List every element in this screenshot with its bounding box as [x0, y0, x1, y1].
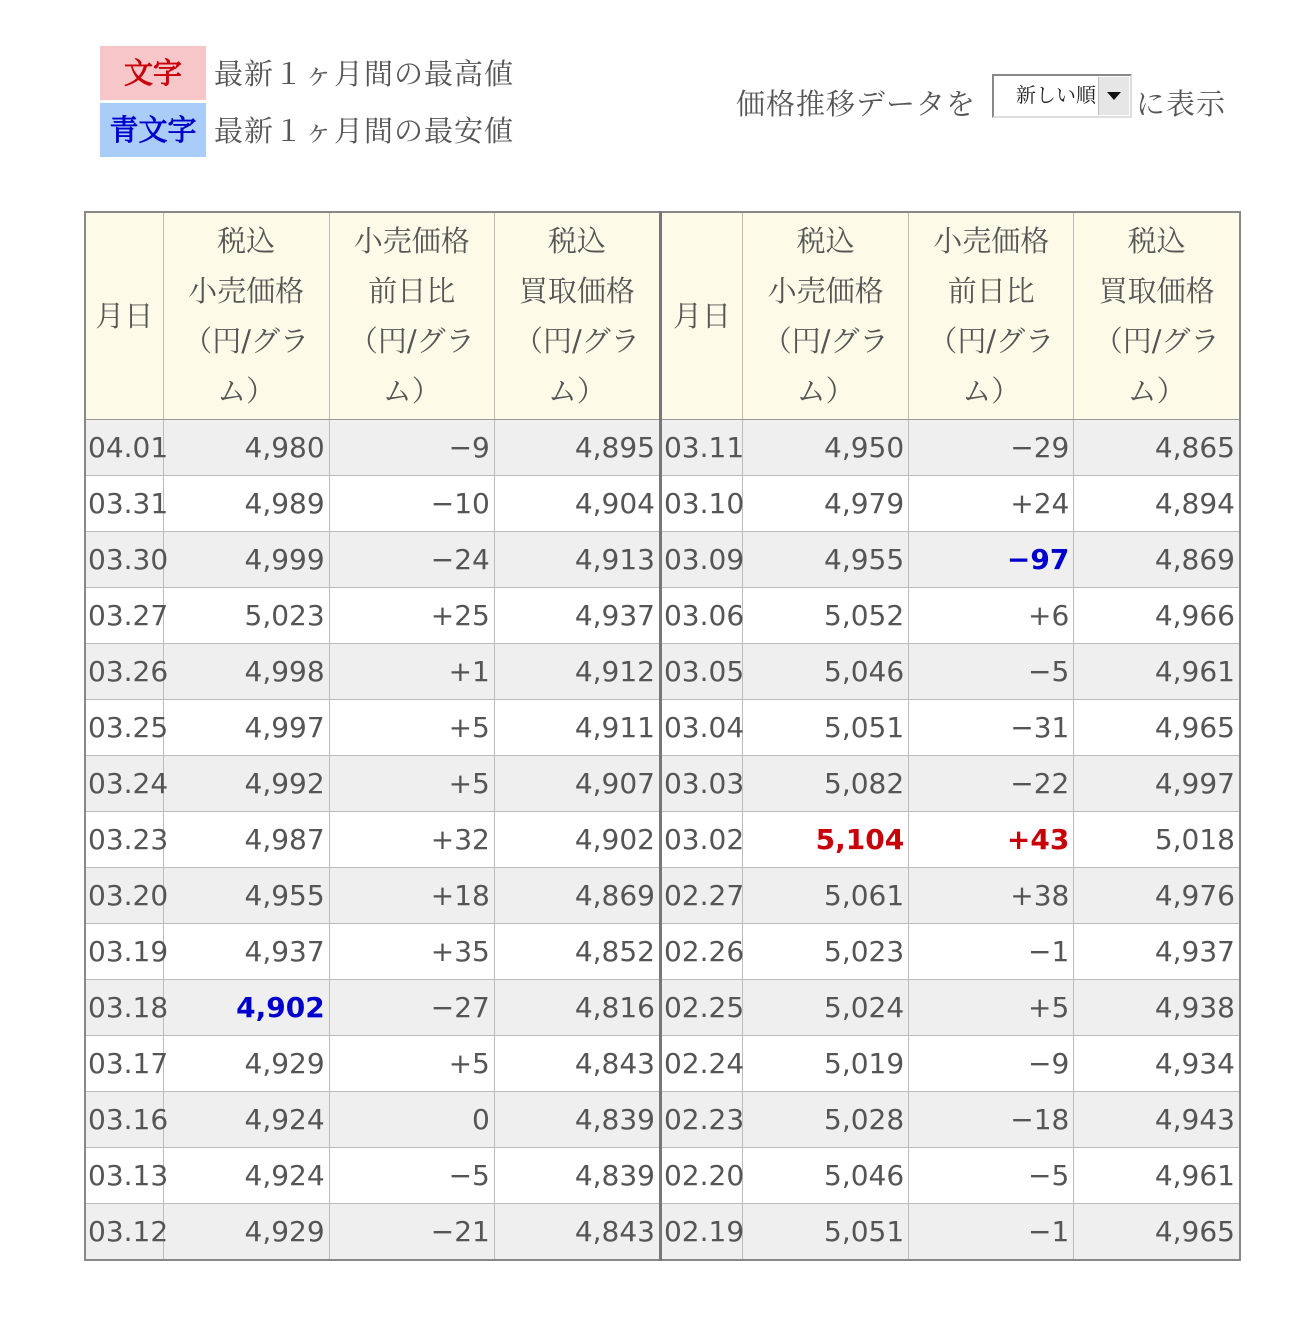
cell-buy: 4,961: [1074, 644, 1240, 700]
cell-change: +32: [329, 812, 494, 868]
cell-date: 03.06: [660, 588, 742, 644]
cell-retail: 4,955: [163, 868, 329, 924]
cell-date: 03.04: [660, 700, 742, 756]
cell-date: 03.26: [85, 644, 163, 700]
legend-high-text: 最新１ヶ月間の最高値: [214, 57, 515, 91]
legend-high-swatch: 文字: [100, 46, 206, 100]
cell-buy: 4,839: [494, 1148, 660, 1204]
cell-retail: 5,028: [743, 1092, 909, 1148]
cell-retail: 5,104: [743, 812, 909, 868]
table-row: [85, 588, 1240, 644]
cell-change: −18: [909, 1092, 1074, 1148]
cell-retail: 4,955: [743, 532, 909, 588]
order-selector: [736, 72, 1226, 132]
cell-date: 03.27: [85, 588, 163, 644]
cell-retail: 4,999: [163, 532, 329, 588]
cell-change: +35: [329, 924, 494, 980]
cell-buy: 4,943: [1074, 1092, 1240, 1148]
cell-retail: 4,979: [743, 476, 909, 532]
cell-date: 03.23: [85, 812, 163, 868]
table-row: [85, 1204, 1240, 1261]
cell-buy: 4,904: [494, 476, 660, 532]
cell-buy: 4,894: [1074, 476, 1240, 532]
table-row: [85, 532, 1240, 588]
cell-change: −1: [909, 924, 1074, 980]
cell-retail: 4,997: [163, 700, 329, 756]
header-buy: 税込 買取価格 （円/グラ ム）: [1074, 212, 1240, 420]
cell-change: +25: [329, 588, 494, 644]
cell-change: +5: [329, 756, 494, 812]
cell-retail: 4,929: [163, 1036, 329, 1092]
cell-buy: 5,018: [1074, 812, 1240, 868]
cell-date: 03.09: [660, 532, 742, 588]
cell-change: +5: [329, 700, 494, 756]
cell-buy: 4,934: [1074, 1036, 1240, 1092]
cell-buy: 4,937: [494, 588, 660, 644]
chevron-down-icon: [1107, 92, 1121, 100]
cell-date: 03.12: [85, 1204, 163, 1261]
cell-change: 0: [329, 1092, 494, 1148]
cell-buy: 4,938: [1074, 980, 1240, 1036]
cell-date: 03.10: [660, 476, 742, 532]
cell-change: +38: [909, 868, 1074, 924]
cell-change: −21: [329, 1204, 494, 1261]
cell-buy: 4,937: [1074, 924, 1240, 980]
cell-change: −29: [909, 420, 1074, 476]
cell-retail: 4,980: [163, 420, 329, 476]
cell-date: 03.18: [85, 980, 163, 1036]
cell-retail: 4,902: [163, 980, 329, 1036]
header-change: 小売価格 前日比 （円/グラ ム）: [909, 212, 1074, 420]
cell-retail: 5,082: [743, 756, 909, 812]
cell-date: 03.24: [85, 756, 163, 812]
table-row: [85, 812, 1240, 868]
cell-change: −9: [909, 1036, 1074, 1092]
cell-change: +18: [329, 868, 494, 924]
cell-buy: 4,869: [494, 868, 660, 924]
cell-retail: 5,046: [743, 1148, 909, 1204]
cell-buy: 4,976: [1074, 868, 1240, 924]
cell-date: 02.23: [660, 1092, 742, 1148]
header-buy: 税込 買取価格 （円/グラ ム）: [494, 212, 660, 420]
cell-retail: 5,023: [163, 588, 329, 644]
cell-change: −5: [909, 1148, 1074, 1204]
header-date: 月日: [85, 212, 163, 420]
cell-buy: 4,852: [494, 924, 660, 980]
cell-change: −1: [909, 1204, 1074, 1261]
cell-change: −10: [329, 476, 494, 532]
cell-buy: 4,865: [1074, 420, 1240, 476]
cell-date: 03.11: [660, 420, 742, 476]
cell-retail: 4,987: [163, 812, 329, 868]
table-row: [85, 700, 1240, 756]
cell-date: 02.27: [660, 868, 742, 924]
cell-retail: 5,061: [743, 868, 909, 924]
legend-high: [100, 44, 514, 101]
cell-date: 02.26: [660, 924, 742, 980]
cell-date: 03.20: [85, 868, 163, 924]
table-row: [85, 476, 1240, 532]
cell-change: −31: [909, 700, 1074, 756]
table-row: [85, 1092, 1240, 1148]
header-change: 小売価格 前日比 （円/グラ ム）: [329, 212, 494, 420]
cell-buy: 4,997: [1074, 756, 1240, 812]
cell-retail: 4,998: [163, 644, 329, 700]
header-retail: 税込 小売価格 （円/グラ ム）: [163, 212, 329, 420]
cell-change: −22: [909, 756, 1074, 812]
cell-change: −5: [329, 1148, 494, 1204]
table-header-row: [85, 212, 1240, 420]
header-retail: 税込 小売価格 （円/グラ ム）: [743, 212, 909, 420]
table-row: [85, 868, 1240, 924]
cell-date: 02.25: [660, 980, 742, 1036]
cell-retail: 4,937: [163, 924, 329, 980]
header-date: 月日: [660, 212, 742, 420]
cell-buy: 4,907: [494, 756, 660, 812]
order-label: 価格推移データを: [736, 86, 977, 121]
table-row: [85, 924, 1240, 980]
cell-retail: 5,023: [743, 924, 909, 980]
cell-buy: 4,965: [1074, 700, 1240, 756]
table-row: [85, 756, 1240, 812]
cell-buy: 4,965: [1074, 1204, 1240, 1261]
cell-buy: 4,895: [494, 420, 660, 476]
legend-low: [100, 101, 514, 158]
cell-change: −97: [909, 532, 1074, 588]
price-history-table: [84, 211, 1241, 1261]
cell-change: +6: [909, 588, 1074, 644]
table-row: [85, 1148, 1240, 1204]
order-select-value: 新しい順: [1016, 83, 1097, 107]
cell-date: 03.05: [660, 644, 742, 700]
cell-retail: 5,046: [743, 644, 909, 700]
cell-date: 03.03: [660, 756, 742, 812]
cell-change: +43: [909, 812, 1074, 868]
cell-date: 03.30: [85, 532, 163, 588]
cell-buy: 4,912: [494, 644, 660, 700]
cell-change: +24: [909, 476, 1074, 532]
table-row: [85, 980, 1240, 1036]
cell-buy: 4,816: [494, 980, 660, 1036]
cell-change: −27: [329, 980, 494, 1036]
cell-retail: 5,024: [743, 980, 909, 1036]
cell-date: 03.16: [85, 1092, 163, 1148]
table-row: [85, 644, 1240, 700]
cell-buy: 4,966: [1074, 588, 1240, 644]
cell-retail: 4,950: [743, 420, 909, 476]
cell-buy: 4,911: [494, 700, 660, 756]
table-body: [85, 420, 1240, 1261]
cell-retail: 4,924: [163, 1148, 329, 1204]
legend-low-text: 最新１ヶ月間の最安値: [214, 114, 515, 148]
cell-buy: 4,843: [494, 1204, 660, 1261]
legend-low-swatch: 青文字: [100, 103, 206, 157]
cell-retail: 4,929: [163, 1204, 329, 1261]
cell-date: 02.24: [660, 1036, 742, 1092]
cell-buy: 4,839: [494, 1092, 660, 1148]
cell-date: 03.13: [85, 1148, 163, 1204]
cell-change: +5: [329, 1036, 494, 1092]
cell-retail: 5,051: [743, 1204, 909, 1261]
order-suffix: に表示: [1136, 86, 1227, 121]
cell-retail: 5,051: [743, 700, 909, 756]
cell-date: 03.19: [85, 924, 163, 980]
cell-change: −5: [909, 644, 1074, 700]
cell-buy: 4,961: [1074, 1148, 1240, 1204]
cell-buy: 4,902: [494, 812, 660, 868]
cell-date: 02.20: [660, 1148, 742, 1204]
cell-buy: 4,843: [494, 1036, 660, 1092]
order-select[interactable]: [992, 74, 1132, 118]
cell-date: 04.01: [85, 420, 163, 476]
table-row: [85, 1036, 1240, 1092]
cell-date: 02.19: [660, 1204, 742, 1261]
cell-date: 03.25: [85, 700, 163, 756]
cell-date: 03.31: [85, 476, 163, 532]
table-row: [85, 420, 1240, 476]
cell-retail: 4,992: [163, 756, 329, 812]
cell-retail: 5,052: [743, 588, 909, 644]
cell-date: 03.02: [660, 812, 742, 868]
legend: [100, 44, 514, 158]
cell-date: 03.17: [85, 1036, 163, 1092]
cell-change: +1: [329, 644, 494, 700]
cell-buy: 4,869: [1074, 532, 1240, 588]
cell-retail: 4,989: [163, 476, 329, 532]
cell-retail: 4,924: [163, 1092, 329, 1148]
cell-change: +5: [909, 980, 1074, 1036]
cell-retail: 5,019: [743, 1036, 909, 1092]
cell-change: −24: [329, 532, 494, 588]
order-select-button[interactable]: [1098, 77, 1129, 115]
cell-change: −9: [329, 420, 494, 476]
cell-buy: 4,913: [494, 532, 660, 588]
